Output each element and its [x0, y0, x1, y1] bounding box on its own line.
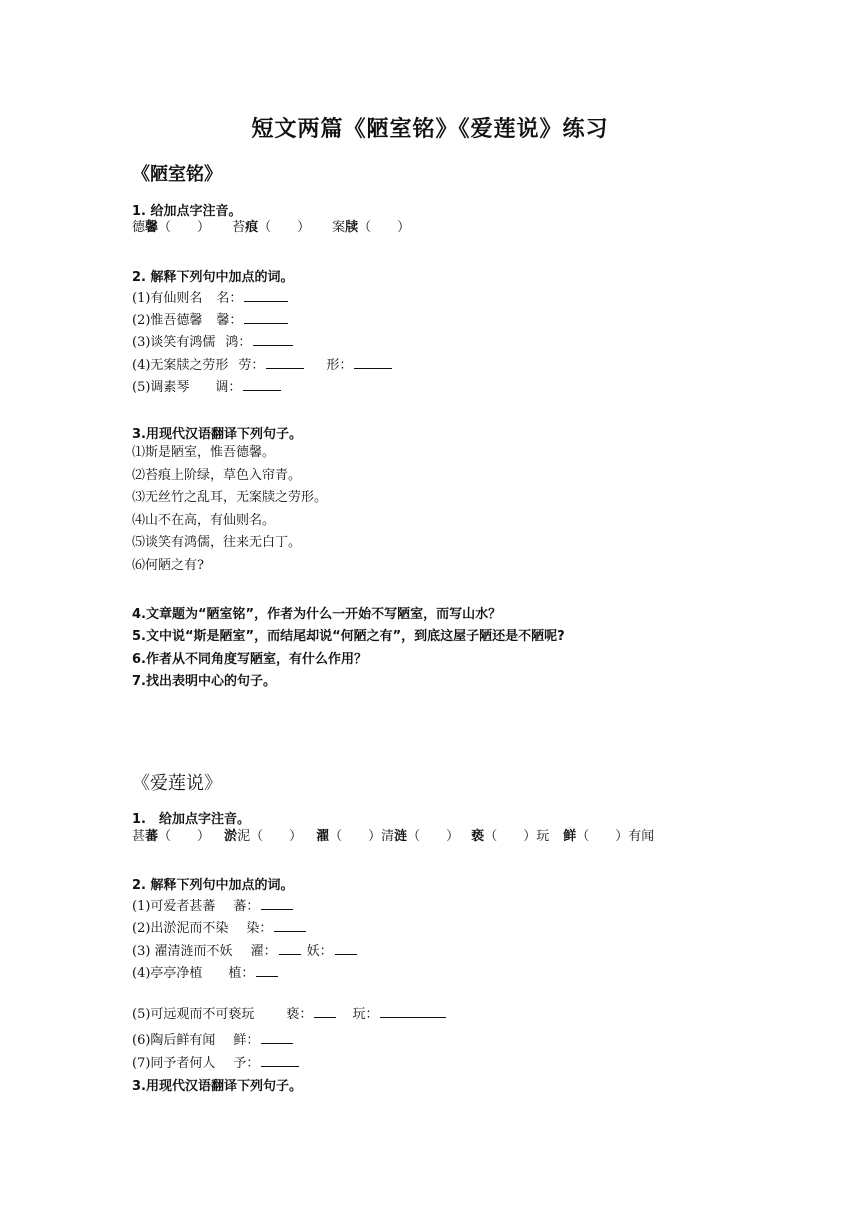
s2-q1-item: 鲜（ ）有闻: [563, 829, 655, 844]
s2-q2-item-6: (6)陶后鲜有闻 鲜：: [132, 1030, 293, 1050]
s2-question-1: 1. 给加点字注音。: [132, 812, 250, 827]
s1-q3-sentence-1: ⑴斯是陋室，惟吾德馨。: [132, 445, 276, 460]
s1-q3-sentence-6: ⑹何陋之有?: [132, 558, 204, 573]
s1-question-2: 2. 解释下列句中加点的词。: [132, 270, 294, 285]
s1-q1-items: [132, 219, 410, 237]
s2-q1-items: [132, 828, 654, 846]
s1-question-6: 6.作者从不同角度写陋室，有什么作用？: [132, 652, 367, 667]
s1-question-5: 5.文中说“斯是陋室”，而结尾却说“何陋之有”，到底这屋子陋还是不陋呢?: [132, 629, 565, 644]
s1-q1-item: 德馨（ ）: [132, 220, 211, 235]
s1-question-3: 3.用现代汉语翻译下列句子。: [132, 427, 302, 442]
s2-q1-item: 濯（ ）清: [316, 829, 395, 844]
s2-q2-item-1: (1)可爱者甚蕃 蕃：: [132, 896, 293, 916]
s2-q1-item: 淤泥（ ）: [224, 829, 303, 844]
s1-q1-item: 苔痕（ ）: [232, 220, 311, 235]
section-title-loushiming: 《陋室铭》: [132, 164, 222, 185]
s1-q2-item-2: (2)惟吾德馨 馨：: [132, 310, 288, 330]
s1-question-4: 4.文章题为“陋室铭”，作者为什么一开始不写陋室，而写山水？: [132, 607, 502, 622]
s2-q2-item-2: (2)出淤泥而不染 染：: [132, 918, 306, 938]
s1-q2-item-5: (5)调素琴 调：: [132, 377, 281, 397]
s2-question-3: 3.用现代汉语翻译下列句子。: [132, 1079, 302, 1094]
s1-question-1: 1. 给加点字注音。: [132, 204, 242, 219]
s2-q1-item: 涟（ ）: [394, 829, 460, 844]
s1-q3-sentence-5: ⑸谈笑有鸿儒，往来无白丁。: [132, 535, 302, 550]
s1-question-7: 7.找出表明中心的句子。: [132, 674, 276, 689]
s2-question-2: 2. 解释下列句中加点的词。: [132, 878, 294, 893]
section-title-ailianshuo: 《爱莲说》: [132, 773, 222, 794]
s2-q2-item-7: (7)同予者何人 予：: [132, 1053, 299, 1073]
s2-q2-item-3: (3) 濯清涟而不妖 濯： 妖：: [132, 941, 357, 961]
s1-q3-sentence-2: ⑵苔痕上阶绿，草色入帘青。: [132, 468, 302, 483]
s1-q2-item-1: (1)有仙则名 名：: [132, 288, 288, 308]
s2-q2-item-4: (4)亭亭净植 植：: [132, 963, 278, 983]
s2-q1-item: 亵（ ）玩: [471, 829, 550, 844]
s1-q3-sentence-3: ⑶无丝竹之乱耳，无案牍之劳形。: [132, 490, 328, 505]
document-title: 短文两篇《陋室铭》《爱莲说》练习: [251, 117, 609, 142]
s1-q2-item-3: (3)谈笑有鸿儒 鸿：: [132, 332, 293, 352]
s2-q2-item-5: (5)可远观而不可亵玩 亵： 玩：: [132, 1004, 446, 1024]
s1-q3-sentence-4: ⑷山不在高，有仙则名。: [132, 513, 276, 528]
s2-q1-item: 甚蕃（ ）: [132, 829, 211, 844]
s1-q1-item: 案牍（ ）: [332, 220, 411, 235]
s1-q2-item-4: (4)无案牍之劳形 劳： 形：: [132, 355, 392, 375]
